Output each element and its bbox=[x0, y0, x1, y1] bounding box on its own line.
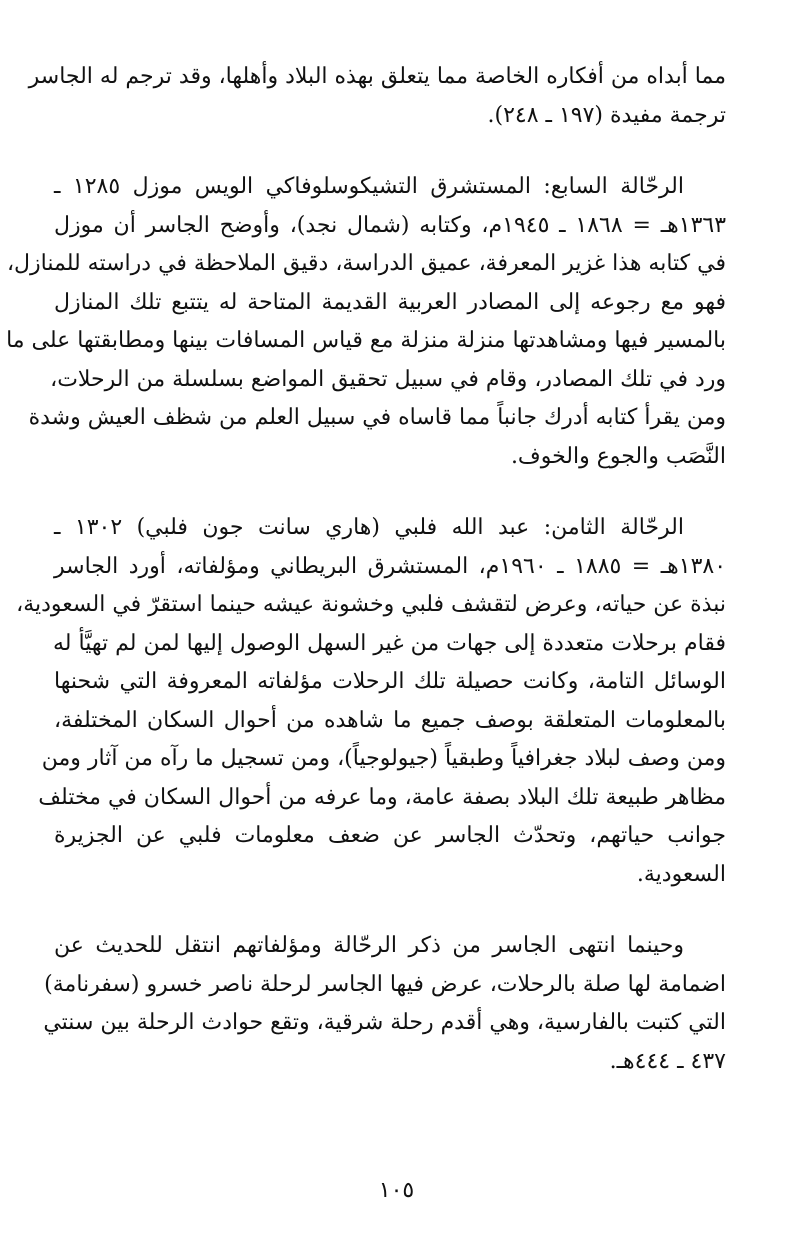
text-line: الرحّالة السابع: المستشرق التشيكوسلوفاكي الويس موزل ١٢٨٥ ـ bbox=[54, 174, 684, 199]
text-line: التي كتبت بالفارسية، وهي أقدم رحلة شرقية، وتقع حوادث الرحلة بين سنتي bbox=[43, 1010, 726, 1035]
text-line: ومن يقرأ كتابه أدرك جانباً مما قاساه في سبيل العلم من شظف العيش وشدة bbox=[28, 405, 726, 430]
book-page bbox=[6, 58, 727, 1188]
text-line: في كتابه هذا غزير المعرفة، عميق الدراسة، دقيق الملاحظة في دراسته للمنازل، bbox=[6, 251, 726, 276]
text-line: فقام برحلات متعددة إلى جهات من غير السهل الوصول إليها لمن لم تهيَّأ له bbox=[53, 630, 726, 656]
text-line: نبذة عن حياته، وعرض لتقشف فلبي وخشونة عيشه حينما استقرّ في السعودية، bbox=[16, 592, 726, 617]
text-line: النَّصَب والجوع والخوف. bbox=[510, 443, 726, 469]
text-line: اضمامة لها صلة بالرحلات، عرض فيها الجاسر لرحلة ناصر خسرو (سفرنامة) bbox=[44, 971, 726, 997]
paragraph-1 bbox=[28, 58, 726, 135]
paragraph-4 bbox=[43, 927, 726, 1081]
paragraph-2 bbox=[6, 168, 727, 476]
text-line: ١٣٨٠هـ = ١٨٨٥ ـ ١٩٦٠م، المستشرق البريطاني ومؤلفاته، أورد الجاسر bbox=[54, 553, 727, 579]
text-line: الرحّالة الثامن: عبد الله فلبي (هاري سانت جون فلبي) ١٣٠٢ ـ bbox=[54, 515, 684, 540]
text-line: ترجمة مفيدة (١٩٧ ـ ٢٤٨). bbox=[487, 102, 726, 128]
paragraph-3 bbox=[16, 509, 727, 894]
text-line: بالمسير فيها ومشاهدتها منزلة منزلة مع قياس المسافات بينها ومطابقتها على ما bbox=[6, 328, 726, 353]
text-line: مظاهر طبيعة تلك البلاد بصفة عامة، وما عرفه من أحوال السكان في مختلف bbox=[38, 784, 726, 810]
text-line: وحينما انتهى الجاسر من ذكر الرحّالة ومؤلفاتهم انتقل للحديث عن bbox=[54, 933, 684, 958]
text-line: مما أبداه من أفكاره الخاصة مما يتعلق بهذه البلاد وأهلها، وقد ترجم له الجاسر bbox=[28, 64, 726, 89]
text-line: ١٣٦٣هـ = ١٨٦٨ ـ ١٩٤٥م، وكتابه (شمال نجد)، وأوضح الجاسر أن موزل bbox=[54, 212, 727, 238]
text-line: بالمعلومات المتعلقة بوصف جميع ما شاهده من أحوال السكان المختلفة، bbox=[54, 707, 726, 733]
text-line: الوسائل التامة، وكانت حصيلة تلك الرحلات مؤلفاته المعروفة التي شحنها bbox=[54, 669, 726, 694]
text-line: السعودية. bbox=[636, 861, 726, 887]
text-line: جوانب حياتهم، وتحدّث الجاسر عن ضعف معلومات فلبي عن الجزيرة bbox=[54, 823, 726, 848]
text-line: ورد في تلك المصادر، وقام في سبيل تحقيق المواضع بسلسلة من الرحلات، bbox=[50, 366, 726, 392]
text-line: فهو مع رجوعه إلى المصادر العربية القديمة المتاحة له يتتبع تلك المنازل bbox=[54, 289, 726, 315]
page-number: ١٠٥ bbox=[378, 1178, 415, 1203]
text-line: ٤٣٧ ـ ٤٤٤هـ. bbox=[609, 1048, 726, 1074]
text-line: ومن وصف لبلاد جغرافياً وطبقياً (جيولوجياً)، ومن تسجيل ما رآه من آثار ومن bbox=[41, 746, 726, 771]
